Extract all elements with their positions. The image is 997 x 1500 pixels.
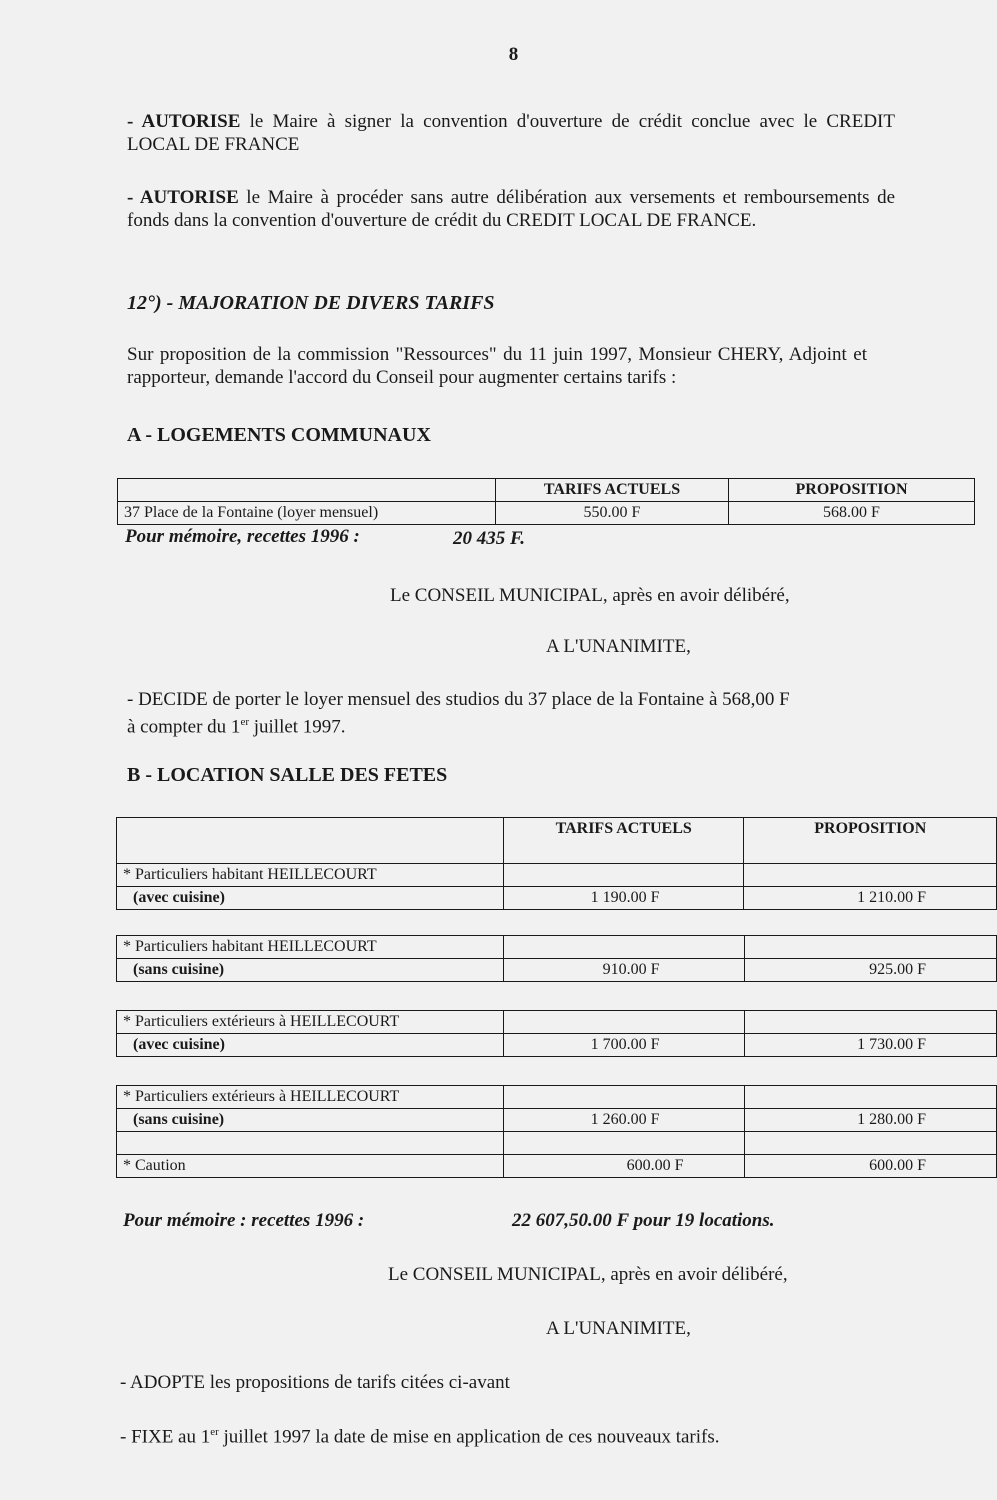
- row-label: 37 Place de la Fontaine (loyer mensuel): [118, 502, 496, 525]
- page-number: 8: [508, 44, 519, 65]
- proposed-tariff: 600.00 F: [744, 1155, 996, 1178]
- row-label: * Particuliers extérieurs à HEILLECOURT: [117, 1086, 504, 1109]
- authorization-paragraph-2: [127, 186, 895, 232]
- table-row: [117, 1011, 997, 1034]
- empty-cell: [503, 1011, 744, 1034]
- authorization-paragraph-1: [127, 110, 895, 156]
- table-row: [117, 864, 997, 887]
- proposed-tariff: 1 280.00 F: [744, 1109, 996, 1132]
- empty-cell: [503, 936, 744, 959]
- memo-label: Pour mémoire, recettes 1996 :: [125, 526, 360, 547]
- empty-cell: [744, 864, 997, 887]
- paragraph-text: le Maire à procéder sans autre délibération aux versements et remboursements de fonds dans la convention d'ouverture de crédit du CREDIT LOCAL DE FRANCE.: [127, 187, 895, 231]
- header-cell: PROPOSITION: [729, 479, 975, 502]
- row-sublabel: (sans cuisine): [117, 959, 504, 982]
- council-statement: Le CONSEIL MUNICIPAL, après en avoir délibéré,: [388, 1264, 788, 1285]
- table-row: [117, 959, 997, 982]
- empty-cell: [744, 1132, 996, 1155]
- table-row: [117, 1086, 997, 1109]
- section-title: 12°) - MAJORATION DE DIVERS TARIFS: [127, 292, 495, 314]
- proposed-tariff: 1 210.00 F: [744, 887, 997, 910]
- empty-cell: [503, 864, 744, 887]
- empty-cell: [503, 1086, 744, 1109]
- adopt-decision: - ADOPTE les propositions de tarifs citées ci-avant: [120, 1372, 510, 1393]
- memo-value: 20 435 F.: [453, 528, 525, 549]
- current-tariff: 550.00 F: [496, 502, 729, 525]
- memo-value: 22 607,50.00 F pour 19 locations.: [512, 1210, 775, 1231]
- hall-tariff-table-4: [116, 1085, 997, 1178]
- row-sublabel: (avec cuisine): [117, 1034, 504, 1057]
- fix-date-decision: [120, 1426, 719, 1448]
- text: à compter du 1: [127, 716, 241, 738]
- empty-cell: [503, 1132, 744, 1155]
- table-row: [117, 1132, 997, 1155]
- header-cell: PROPOSITION: [744, 818, 997, 864]
- row-label: * Particuliers habitant HEILLECOURT: [117, 864, 504, 887]
- text: juillet 1997 la date de mise en application de ces nouveaux tarifs.: [218, 1426, 720, 1448]
- header-cell: TARIFS ACTUELS: [496, 479, 729, 502]
- row-sublabel: (sans cuisine): [117, 1109, 504, 1132]
- housing-tariff-table: [117, 478, 975, 525]
- table-row: [117, 1034, 997, 1057]
- hall-tariff-table-3: [116, 1010, 997, 1057]
- decision-paragraph: [127, 688, 895, 738]
- header-cell: [118, 479, 496, 502]
- text: - FIXE au 1: [120, 1426, 211, 1448]
- header-cell: [117, 818, 504, 864]
- proposed-tariff: 925.00 F: [744, 959, 996, 982]
- table-header-row: [118, 479, 975, 502]
- council-statement: Le CONSEIL MUNICIPAL, après en avoir délibéré,: [390, 585, 790, 606]
- table-row: [118, 502, 975, 525]
- empty-cell: [744, 1086, 996, 1109]
- current-tariff: 1 260.00 F: [503, 1109, 744, 1132]
- intro-paragraph: Sur proposition de la commission "Ressources" du 11 juin 1997, Monsieur CHERY, Adjoint et rapporteur, demande l'accord du Conseil pour augmenter certains tarifs :: [127, 344, 867, 388]
- section-b-title: B - LOCATION SALLE DES FETES: [127, 764, 448, 786]
- table-row: [117, 1109, 997, 1132]
- row-label: * Particuliers extérieurs à HEILLECOURT: [117, 1011, 504, 1034]
- current-tariff: 910.00 F: [503, 959, 744, 982]
- row-label: * Particuliers habitant HEILLECOURT: [117, 936, 504, 959]
- proposed-tariff: 1 730.00 F: [744, 1034, 996, 1057]
- hall-tariff-table-1: [116, 817, 997, 910]
- vote-result: A L'UNANIMITE,: [546, 636, 691, 657]
- hall-tariff-table-2: [116, 935, 997, 982]
- table-row: [117, 936, 997, 959]
- decision-line: [127, 711, 895, 738]
- superscript: er: [210, 1426, 219, 1438]
- row-label: * Caution: [117, 1155, 504, 1178]
- section-a-title: A - LOGEMENTS COMMUNAUX: [127, 424, 431, 446]
- text: juillet 1997.: [248, 716, 346, 738]
- proposed-tariff: 568.00 F: [729, 502, 975, 525]
- row-sublabel: (avec cuisine): [117, 887, 504, 910]
- keyword: - AUTORISE: [127, 187, 239, 208]
- superscript: er: [240, 716, 249, 728]
- header-cell: TARIFS ACTUELS: [503, 818, 744, 864]
- vote-result: A L'UNANIMITE,: [546, 1318, 691, 1339]
- paragraph-text: le Maire à signer la convention d'ouverture de crédit conclue avec le CREDIT LOCAL DE FRANCE: [127, 111, 895, 155]
- table-row: [117, 1155, 997, 1178]
- memo-label: Pour mémoire : recettes 1996 :: [123, 1210, 365, 1231]
- empty-cell: [744, 936, 996, 959]
- keyword: - AUTORISE: [127, 111, 241, 132]
- table-header-row: [117, 818, 997, 864]
- empty-cell: [117, 1132, 504, 1155]
- decision-line: - DECIDE de porter le loyer mensuel des studios du 37 place de la Fontaine à 568,00 F: [127, 689, 790, 710]
- empty-cell: [744, 1011, 996, 1034]
- current-tariff: 1 700.00 F: [503, 1034, 744, 1057]
- current-tariff: 600.00 F: [503, 1155, 744, 1178]
- table-row: [117, 887, 997, 910]
- current-tariff: 1 190.00 F: [503, 887, 744, 910]
